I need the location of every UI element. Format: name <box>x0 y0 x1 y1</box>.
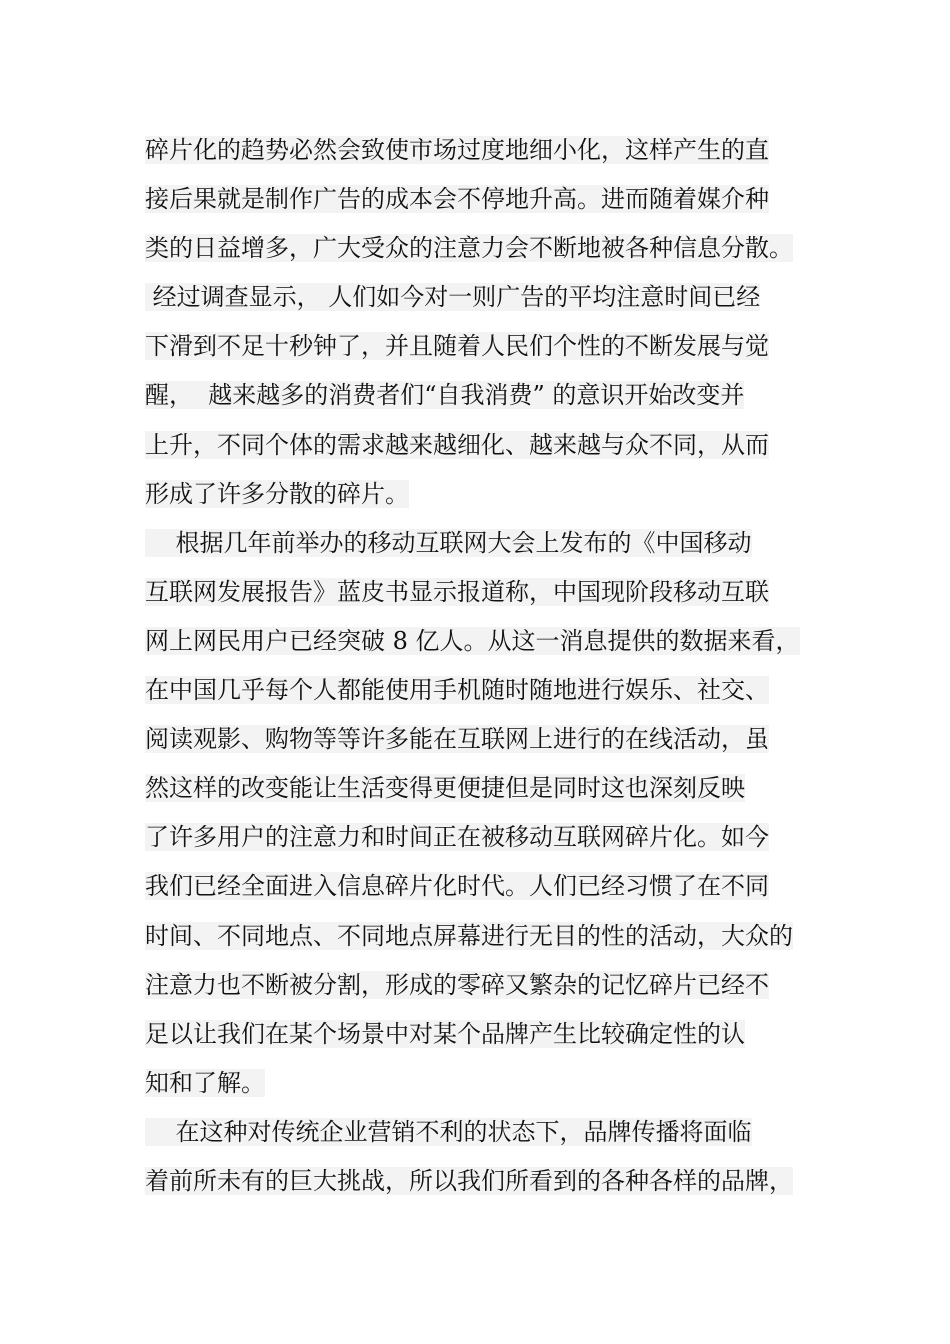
text-line: 时间、不同地点、不同地点屏幕进行无目的性的活动，大众的 <box>145 921 793 950</box>
text-line: 接后果就是制作广告的成本会不停地升高。进而随着媒介种 <box>145 185 769 214</box>
text-line: 经过调查显示， 人们如今对一则广告的平均注意时间已经 <box>145 283 761 312</box>
text-line: 知和了解。 <box>145 1068 265 1097</box>
text-line: 了许多用户的注意力和时间正在被移动互联网碎片化。如今 <box>145 823 769 852</box>
text-line: 然这样的改变能让生活变得更便捷但是同时这也深刻反映 <box>145 774 745 803</box>
text-line: 我们已经全面进入信息碎片化时代。人们已经习惯了在不同 <box>145 872 769 901</box>
text-line: 着前所未有的巨大挑战，所以我们所看到的各种各样的品牌， <box>145 1166 793 1195</box>
text-line: 阅读观影、购物等等许多能在互联网上进行的在线活动，虽 <box>145 725 769 754</box>
text-line: 网上网民用户已经突破 8 亿人。从这一消息提供的数据来看， <box>145 626 800 655</box>
text-line: 类的日益增多，广大受众的注意力会不断地被各种信息分散。 <box>145 234 793 263</box>
text-line: 醒， 越来越多的消费者们“自我消费” 的意识开始改变并 <box>145 381 745 410</box>
text-line: 碎片化的趋势必然会致使市场过度地细小化，这样产生的直 <box>145 136 769 164</box>
body-text <box>145 126 845 1206</box>
text-line: 在中国几乎每个人都能使用手机随时随地进行娱乐、社交、 <box>145 676 769 705</box>
text-line: 互联网发展报告》蓝皮书显示报道称，中国现阶段移动互联 <box>145 577 769 606</box>
text-line: 根据几年前举办的移动互联网大会上发布的《中国移动 <box>145 528 752 557</box>
text-line: 形成了许多分散的碎片。 <box>145 479 409 508</box>
text-line: 下滑到不足十秒钟了，并且随着人民们个性的不断发展与觉 <box>145 332 769 361</box>
text-line: 在这种对传统企业营销不利的状态下，品牌传播将面临 <box>145 1117 752 1146</box>
text-line: 足以让我们在某个场景中对某个品牌产生比较确定性的认 <box>145 1019 745 1048</box>
text-line: 上升，不同个体的需求越来越细化、越来越与众不同，从而 <box>145 430 769 459</box>
text-line: 注意力也不断被分割，形成的零碎又繁杂的记忆碎片已经不 <box>145 970 769 999</box>
